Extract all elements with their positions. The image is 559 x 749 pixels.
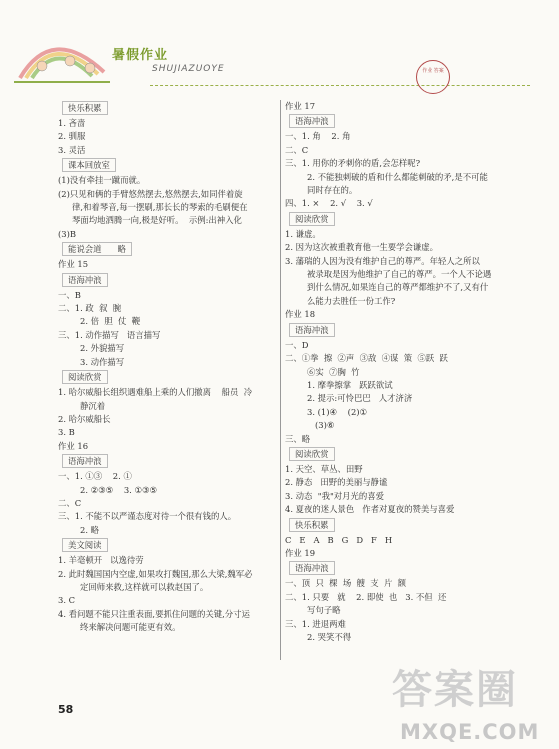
right-answer-line: C E A B G D F H — [285, 534, 393, 545]
left-answer-line: 2. 略 — [72, 524, 100, 535]
left-answer-line: 2. ②③⑤ 3. ①③⑤ — [72, 484, 158, 495]
left-answer-line: 二、C — [58, 497, 82, 508]
left-answer-line: 1. 羊毫顿开 以逸待劳 — [58, 555, 144, 566]
right-answer-line — [285, 560, 507, 577]
left-answer-line: (1)没有牵挂一蹴而就。 — [58, 175, 146, 186]
section-heading: 语海冲浪 — [289, 114, 335, 128]
left-answer-line: 作业 16 — [58, 440, 89, 451]
right-answer-line — [285, 211, 507, 228]
left-answer-line: 定回师来救,这样就可以救赵国了。 — [72, 581, 209, 592]
left-answer-line: 1. 吝啬 — [58, 118, 86, 128]
right-answer-line: 2. 不能独刺破的盾和什么都能刺破的矛,是不可能 — [299, 171, 488, 182]
logo-title: 暑假作业 — [112, 48, 169, 63]
section-heading: 语海冲浪 — [289, 323, 335, 337]
section-heading: 阅读欣赏 — [62, 370, 108, 384]
left-answer-line: 3. 动作描写 — [72, 356, 125, 367]
rainbow-kids-illustration — [12, 28, 112, 83]
left-answer-line: 三、1. 动作描写 语言描写 — [58, 329, 161, 340]
section-heading: 语海冲浪 — [289, 561, 335, 575]
left-answer-line: 一、B — [58, 289, 81, 300]
right-answer-line: 2. 哭笑不得 — [299, 632, 352, 642]
page-header — [0, 0, 559, 105]
left-answer-line: 律,和着琴音,每一摆刷,那长长的琴索的毛刷便在 — [72, 202, 248, 213]
left-answer-line: 1. 哈尔威船长组织遇难船上乘的人们撤离 船员 冷 — [58, 387, 253, 398]
left-answer-line: 2. 驯服 — [58, 131, 86, 142]
right-answer-line: 1. 谦虚。 — [285, 228, 321, 239]
right-answer-line: 三、1. 进退两难 — [285, 618, 346, 629]
right-answer-line: 二、①拳 擦 ②声 ③敌 ④谋 策 ⑤跃 跃 — [285, 353, 448, 364]
left-answer-line: 一、1. ①③ 2. ① — [58, 471, 132, 482]
right-answer-line — [285, 113, 507, 130]
stamp-seal: 作业 答案 — [416, 60, 450, 94]
left-answer-line — [58, 272, 276, 289]
right-answer-line: 2. 静态 田野的美丽与静谧 — [285, 477, 388, 488]
left-answer-line — [58, 100, 276, 117]
right-answer-line: 作业 18 — [285, 309, 316, 320]
left-answer-line: 3. C — [58, 595, 76, 606]
right-answer-line: 作业 17 — [285, 101, 316, 111]
left-answer-line — [58, 537, 276, 554]
left-answer-column — [58, 100, 276, 635]
header-divider — [150, 85, 530, 86]
right-answer-line — [285, 322, 507, 339]
section-heading: 阅读欣赏 — [289, 447, 335, 461]
right-answer-line: 到什么情况,如果连自己的尊严都维护不了,又有什 — [299, 282, 489, 293]
right-answer-line: 二、C — [285, 144, 309, 155]
right-answer-line — [285, 446, 507, 463]
right-answer-line: 3. 藩瑞的人因为没有维护自己的尊严。年轻人之所以 — [285, 255, 480, 266]
left-answer-line: 终来解决问题可能更有效。 — [72, 622, 181, 633]
left-answer-line: 2. 外貌描写 — [72, 343, 125, 354]
left-answer-line — [58, 241, 276, 258]
left-answer-line: 作业 15 — [58, 259, 89, 270]
logo-subtitle: SHUJIAZUOYE — [152, 64, 225, 74]
right-answer-line: 一、D — [285, 339, 309, 350]
right-answer-line: 同时存在的。 — [299, 185, 358, 196]
watermark-brand: 答案圈 — [392, 667, 518, 713]
left-answer-line — [58, 157, 276, 174]
left-answer-line: 4. 看问题不能只注重表面,要抓住问题的关键,分寸运 — [58, 608, 250, 619]
section-heading: 语海冲浪 — [62, 454, 108, 468]
column-divider — [280, 100, 281, 660]
right-answer-line: 三、1. 用你的矛刺你的盾,会怎样呢? — [285, 158, 421, 169]
right-answer-line: 4. 夏夜的迷人景色 作者对夏夜的赞美与喜爱 — [285, 504, 455, 515]
left-answer-line: 三、1. 不能不以严谨态度对待一个很有钱的人。 — [58, 511, 237, 522]
right-answer-line: (3)⑥ — [307, 420, 335, 431]
right-answer-line: 一、1. 角 2. 角 — [285, 131, 351, 142]
right-answer-line: 二、1. 只要 就 2. 即使 也 3. 不但 还 — [285, 591, 447, 602]
right-answer-line: 2. 因为这次被重教育他一生要学会谦虚。 — [285, 242, 439, 253]
section-heading: 课本回放室 — [62, 158, 116, 172]
right-answer-line: 3. (1)④ (2)① — [299, 406, 368, 417]
right-answer-line: 1. 天空、草丛、田野 — [285, 463, 363, 474]
right-answer-column — [285, 100, 507, 644]
section-heading: 美文阅读 — [62, 538, 108, 552]
left-answer-line: (2)只见和俩的手臂悠然摆去,悠然摆去,如同伴着旋 — [58, 188, 243, 199]
left-answer-line: 3. 灵活 — [58, 144, 86, 155]
right-answer-line: 一、顶 只 棵 场 艘 支 片 额 — [285, 578, 407, 589]
section-heading: 快乐积累 — [62, 101, 108, 115]
right-answer-line — [285, 517, 507, 534]
section-heading: 能说会道 略 — [62, 242, 132, 256]
right-answer-line: 写句子略 — [299, 605, 341, 616]
right-answer-line: 作业 19 — [285, 547, 316, 558]
left-answer-line: 静沉着 — [72, 400, 106, 411]
left-answer-line: 琴面均地洒腾一向,极是好听。 示例:出神入化 — [72, 215, 242, 226]
right-answer-line: ⑥实 ⑦胸 竹 — [299, 366, 360, 377]
right-answer-line: 3. 动态 "我"对月光的喜爱 — [285, 490, 385, 501]
left-answer-line: 2. 此时魏国国内空虚,如果攻打魏国,那么大梁,魏军必 — [58, 568, 253, 579]
right-answer-line: 1. 摩拳擦掌 跃跃欲试 — [299, 379, 393, 390]
section-heading: 阅读欣赏 — [289, 212, 335, 226]
left-answer-line — [58, 453, 276, 470]
left-answer-line — [58, 369, 276, 386]
right-answer-line: 么能力去胜任一份工作? — [299, 295, 396, 306]
section-heading: 快乐积累 — [289, 518, 335, 532]
left-answer-line: 3. B — [58, 427, 75, 438]
right-answer-line: 三、略 — [285, 433, 311, 444]
left-answer-line: (3)B — [58, 228, 77, 239]
right-answer-line: 四、1. × 2. √ 3. √ — [285, 198, 373, 209]
watermark-site: MXQE.COM — [400, 720, 540, 744]
right-answer-line: 被录取是因为他维护了自己的尊严。一个人不论遇 — [299, 269, 492, 280]
right-answer-line: 2. 提示:可怜巴巴 人才济济 — [299, 393, 413, 404]
section-heading: 语海冲浪 — [62, 273, 108, 287]
left-answer-line: 二、1. 政 叙 腕 — [58, 303, 122, 314]
left-answer-line: 2. 哈尔威船长 — [58, 413, 111, 424]
page-number: 58 — [58, 703, 74, 716]
left-answer-line: 2. 倍 胆 仗 鞭 — [72, 316, 141, 327]
